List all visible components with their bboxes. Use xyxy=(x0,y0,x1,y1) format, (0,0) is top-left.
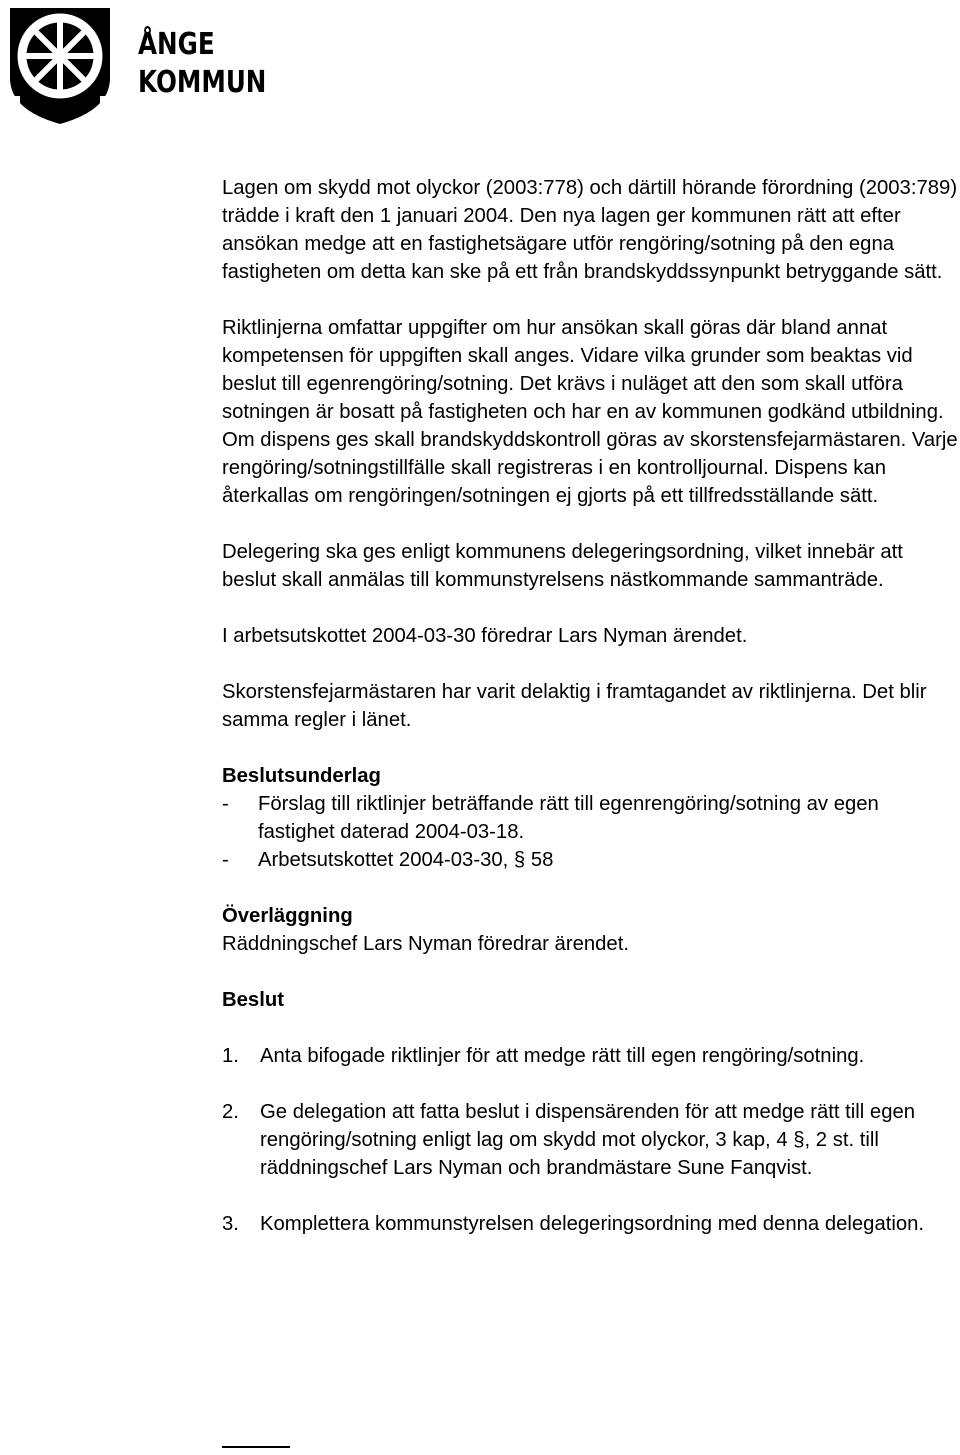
list-dash: - xyxy=(222,793,229,815)
logo-line-1: ÅNGE xyxy=(138,27,215,62)
list-item xyxy=(222,790,960,846)
paragraph-committee: I arbetsutskottet 2004-03-30 föredrar Lars Nyman ärendet. xyxy=(222,625,748,647)
signature-line xyxy=(222,1446,290,1448)
list-item xyxy=(222,846,960,874)
list-dash: - xyxy=(222,849,229,871)
overlaggning-text: Räddningschef Lars Nyman föredrar ärendet. xyxy=(222,933,629,955)
heading-overlaggning: Överläggning xyxy=(222,905,353,927)
paragraph-delegation: Delegering ska ges enligt kommunens delegeringsordning, vilket innebär att beslut skall anmälas till kommunstyrelsens nästkommande sammanträde. xyxy=(222,541,903,591)
list-item-text: Förslag till riktlinjer beträffande rätt till egenrengöring/sotning av egen fastighet daterad 2004-03-18. xyxy=(258,793,879,843)
decision-text: Anta bifogade riktlinjer för att medge rätt till egen rengöring/sotning. xyxy=(260,1045,865,1067)
decision-number: 1. xyxy=(222,1045,239,1067)
heading-beslut: Beslut xyxy=(222,989,284,1011)
section-beslut xyxy=(222,986,960,1238)
decision-text: Ge delegation att fatta beslut i dispensärenden för att medge rätt till egen rengöring/sotning enligt lag om skydd mot olyckor, 3 kap, 4 §, 2 st. till räddningschef Lars Nyman och brandmästare Sune Fanqvist. xyxy=(260,1101,916,1179)
decision-number: 3. xyxy=(222,1213,239,1235)
paragraph-background: Lagen om skydd mot olyckor (2003:778) och därtill hörande förordning (2003:789) trädde i kraft den 1 januari 2004. Den nya lagen ger kommunen rätt att efter ansökan medge att en fastighetsägare utför rengöring/sotning på den egna fastigheten om detta kan ske på ett från brandskyddssynpunkt betryggande sätt. xyxy=(222,177,958,283)
list-item-text: Arbetsutskottet 2004-03-30, § 58 xyxy=(258,849,554,871)
decision-item xyxy=(222,1042,960,1070)
section-overlaggning xyxy=(222,902,960,958)
section-beslutsunderlag xyxy=(222,762,960,874)
decision-item xyxy=(222,1210,960,1238)
paragraph-guidelines: Riktlinjerna omfattar uppgifter om hur ansökan skall göras där bland annat kompetensen för uppgiften skall anges. Vidare vilka grunder som beaktas vid beslut till egenrengöring/sotning. Det krävs i nuläget att den som skall utföra sotningen är bosatt på fastigheten och har en av kommunen godkänd utbildning. Om dispens ges skall brandskyddskontroll göras av skorstensfejarmästaren. Varje rengöring/sotningstillfälle skall registreras i en kontrolljournal. Dispens kan återkallas om rengöringen/sotningen ej gjorts på ett tillfredsställande sätt. xyxy=(222,317,958,507)
decision-text: Komplettera kommunstyrelsen delegeringsordning med denna delegation. xyxy=(260,1213,925,1235)
municipal-coat-of-arms-wheel-logo xyxy=(6,4,114,126)
header xyxy=(0,0,300,130)
paragraph-chimney-sweep: Skorstensfejarmästaren har varit delaktig i framtagandet av riktlinjerna. Det blir samma regler i länet. xyxy=(222,681,927,731)
logo-line-2: KOMMUN xyxy=(138,65,267,100)
decision-number: 2. xyxy=(222,1101,239,1123)
municipality-name xyxy=(138,26,266,102)
document-body xyxy=(222,174,960,1266)
decision-item xyxy=(222,1098,960,1182)
heading-beslutsunderlag: Beslutsunderlag xyxy=(222,765,381,787)
